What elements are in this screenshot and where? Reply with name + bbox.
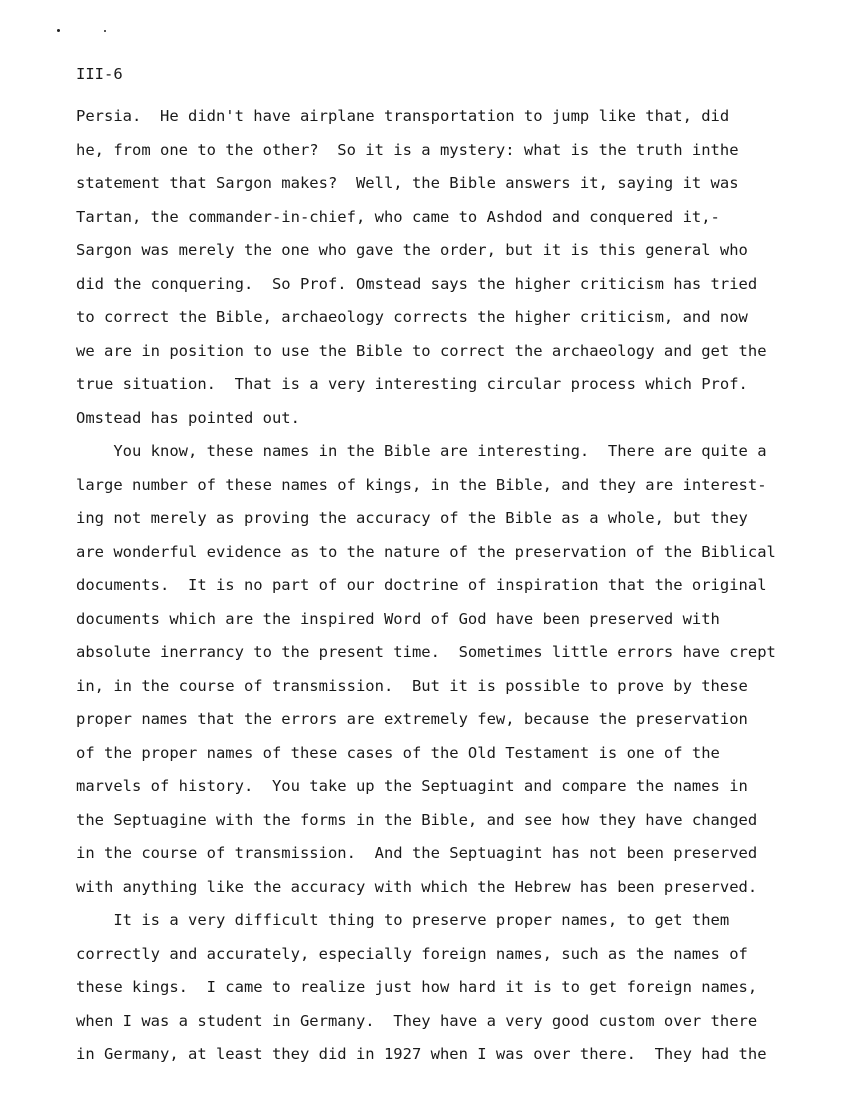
text-line: Tartan, the commander-in-chief, who came to Ashdod and conquered it,- bbox=[76, 207, 720, 226]
text-line: are wonderful evidence as to the nature of the preservation of the Biblical bbox=[76, 542, 776, 561]
text-line: he, from one to the other? So it is a mystery: what is the truth inthe bbox=[76, 140, 739, 159]
text-line: in Germany, at least they did in 1927 when I was over there. They had the bbox=[76, 1045, 767, 1063]
text-line: proper names that the errors are extremely few, because the preservation bbox=[76, 710, 748, 728]
body-text bbox=[76, 103, 846, 1075]
text-line: the Septuagine with the forms in the Bible, and see how they have changed bbox=[76, 810, 758, 829]
text-line: in the course of transmission. And the Septuagint has not been preserved bbox=[76, 844, 758, 862]
text-line: statement that Sargon makes? Well, the Bible answers it, saying it was bbox=[76, 174, 739, 192]
text-line: Persia. He didn't have airplane transportation to jump like that, did bbox=[76, 107, 730, 125]
ink-speck bbox=[57, 29, 60, 32]
text-line: ing not merely as proving the accuracy of the Bible as a whole, but they bbox=[76, 509, 748, 527]
text-line: with anything like the accuracy with which the Hebrew has been preserved. bbox=[76, 877, 758, 896]
text-line: documents which are the inspired Word of God have been preserved with bbox=[76, 609, 720, 628]
text-line: absolute inerrancy to the present time. Sometimes little errors have crept bbox=[76, 643, 776, 661]
text-line: marvels of history. You take up the Septuagint and compare the names in bbox=[76, 777, 748, 795]
text-line: in, in the course of transmission. But it is possible to prove by these bbox=[76, 676, 748, 695]
text-line: Sargon was merely the one who gave the order, but it is this general who bbox=[76, 241, 748, 259]
text-line: correctly and accurately, especially foreign names, such as the names of bbox=[76, 944, 748, 963]
page-number: III-6 bbox=[76, 65, 123, 83]
text-line: of the proper names of these cases of the Old Testament is one of the bbox=[76, 743, 720, 762]
text-line: these kings. I came to realize just how hard it is to get foreign names, bbox=[76, 978, 758, 996]
text-line: It is a very difficult thing to preserve proper names, to get them bbox=[76, 911, 730, 929]
text-line: You know, these names in the Bible are interesting. There are quite a bbox=[76, 442, 767, 460]
text-line: to correct the Bible, archaeology corrects the higher criticism, and now bbox=[76, 308, 748, 326]
text-line: when I was a student in Germany. They have a very good custom over there bbox=[76, 1011, 758, 1030]
text-line: true situation. That is a very interesting circular process which Prof. bbox=[76, 375, 748, 393]
text-line: Omstead has pointed out. bbox=[76, 408, 300, 427]
text-line: large number of these names of kings, in the Bible, and they are interest- bbox=[76, 475, 767, 494]
text-line: did the conquering. So Prof. Omstead says the higher criticism has tried bbox=[76, 274, 758, 293]
ink-speck bbox=[104, 30, 106, 32]
text-line: we are in position to use the Bible to correct the archaeology and get the bbox=[76, 341, 767, 360]
text-line: documents. It is no part of our doctrine of inspiration that the original bbox=[76, 576, 767, 594]
